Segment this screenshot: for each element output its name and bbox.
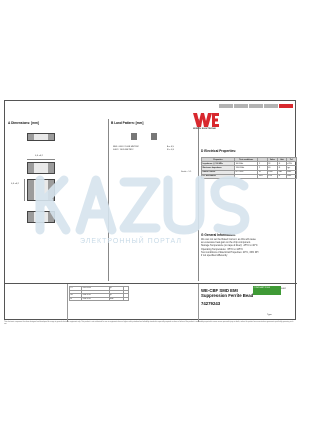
table-cell: 2008-11-04 <box>82 294 109 298</box>
scale-note: Scale - 1:1 <box>181 171 192 173</box>
table-cell: Z <box>258 166 267 170</box>
table-header: Test conditions <box>234 158 257 162</box>
land-note: REF: 0603 / 1608 METRIC <box>113 146 140 148</box>
table-header: Unit <box>278 158 287 162</box>
table-cell: IR <box>258 170 267 174</box>
we-logo-icon <box>193 113 219 127</box>
table-header: Value <box>267 158 277 162</box>
dimension-line <box>27 159 55 160</box>
general-line: We can not set the Rated Current. as this will cause <box>201 238 256 241</box>
wurth-logo <box>193 113 235 133</box>
table-cell <box>124 297 129 301</box>
table-cell: RDC <box>258 174 267 178</box>
table-cell: MSE <box>109 297 123 301</box>
dimension-label: 0,5 ±0,2 <box>11 183 19 185</box>
table-cell: 100 MHz <box>234 162 257 166</box>
general-line: Test conditions of Electrical Properties: 20°C, 33% RH <box>201 250 259 254</box>
table-cell: 2012-04-11 <box>82 290 109 294</box>
land-pad <box>131 133 137 140</box>
table-cell: mA <box>278 170 287 174</box>
title-block <box>5 283 297 321</box>
divider <box>198 284 199 322</box>
table-cell: Ω <box>278 162 287 166</box>
table-cell: Maximum Impedance <box>202 166 235 170</box>
general-line: an excessive heat gain on the chip component. <box>201 241 251 245</box>
dimension-label: 0,5 ±0,2 <box>35 155 43 157</box>
table-cell: 40 <box>267 166 277 170</box>
table-cell: typ. <box>286 166 296 170</box>
table-cell: 1200 MHz <box>234 166 257 170</box>
land-pattern-title: B Land Pattern: [mm] <box>111 121 144 125</box>
table-cell: xx <box>70 297 82 301</box>
table-cell: jst <box>109 287 123 291</box>
watermark-text: ЭЛЕКТРОННЫЙ ПОРТАЛ <box>80 238 182 245</box>
general-line: Operating Temperature: -55°C to 125°C <box>201 247 243 251</box>
table-header: Properties <box>202 158 235 162</box>
header-tab <box>234 104 248 108</box>
header-tab-active <box>279 104 293 108</box>
table-cell: Ω <box>278 174 287 178</box>
table-header: Tol. <box>286 158 296 162</box>
header-tab <box>264 104 278 108</box>
logo-wordmark: WÜRTH ELEKTRONIK <box>193 128 216 130</box>
table-cell: Impedance @ 100 MHz <box>202 162 235 166</box>
table-cell: 002 <box>70 290 82 294</box>
table-cell: 33 <box>267 162 277 166</box>
land-value: B = 0,5 <box>167 149 174 151</box>
header-tab <box>219 104 233 108</box>
land-note: 0402 / 1005 METRIC <box>113 149 134 151</box>
revision-table <box>69 286 129 301</box>
table-cell: Rated Current <box>202 170 235 174</box>
table-cell: max. <box>286 170 296 174</box>
table-cell: 2008-11-04 <box>82 297 109 301</box>
table-cell: max. <box>286 174 296 178</box>
table-cell: DC Resistance <box>202 174 235 178</box>
table-cell: 001 <box>70 294 82 298</box>
table-cell: ΔT = 40K <box>234 170 257 174</box>
header-tab <box>249 104 263 108</box>
watermark-logo <box>30 170 270 240</box>
table-cell: 2013-04-08 <box>82 287 109 291</box>
table-cell: jst <box>109 294 123 298</box>
land-pad <box>151 133 157 140</box>
general-information <box>201 238 295 257</box>
general-line: if not specified differently <box>201 254 228 258</box>
dimensions-title: A Dimensions: [mm] <box>8 121 39 125</box>
order-code: 74279243 <box>201 301 221 306</box>
rohs-badge <box>253 286 281 295</box>
table-cell: Ω <box>278 166 287 170</box>
component-top-view <box>27 133 55 141</box>
badge-text: COMPLIANT ROHS <box>253 286 270 289</box>
table-cell: 1.0 <box>70 287 82 291</box>
table-cell: SB <box>109 290 123 294</box>
disclaimer-text: This electronic component has been designed and developed for usage in general electronic equipment only. This product is not authorized for use in equipment where a higher safety standard and reliability standard is especially required or where a failure of the product is reasonably expected to cause severe personal injury or death, unless the parties have executed an agreement specifically governing such use. <box>4 322 294 325</box>
table-cell: 0.10 <box>267 174 277 178</box>
size-code: 0402 <box>281 288 286 290</box>
header-bar <box>5 101 297 111</box>
electrical-title: D Electrical Properties: <box>201 149 237 153</box>
product-title: WE-CBF SMD EMI Suppression Ferrite Bead <box>201 288 254 298</box>
table-row <box>70 297 129 301</box>
general-line: Storage Temperature (on tape & Reel): -25°C to 40°C <box>201 244 258 248</box>
type-label: Type <box>267 314 272 316</box>
general-title: G General Information: <box>201 233 236 237</box>
table-cell: 1000 <box>267 170 277 174</box>
land-value: A = 0,5 <box>167 146 174 148</box>
divider <box>67 284 68 322</box>
table-cell: ±25% <box>286 162 296 166</box>
table-cell: Z <box>258 162 267 166</box>
dimension-line <box>24 179 25 201</box>
